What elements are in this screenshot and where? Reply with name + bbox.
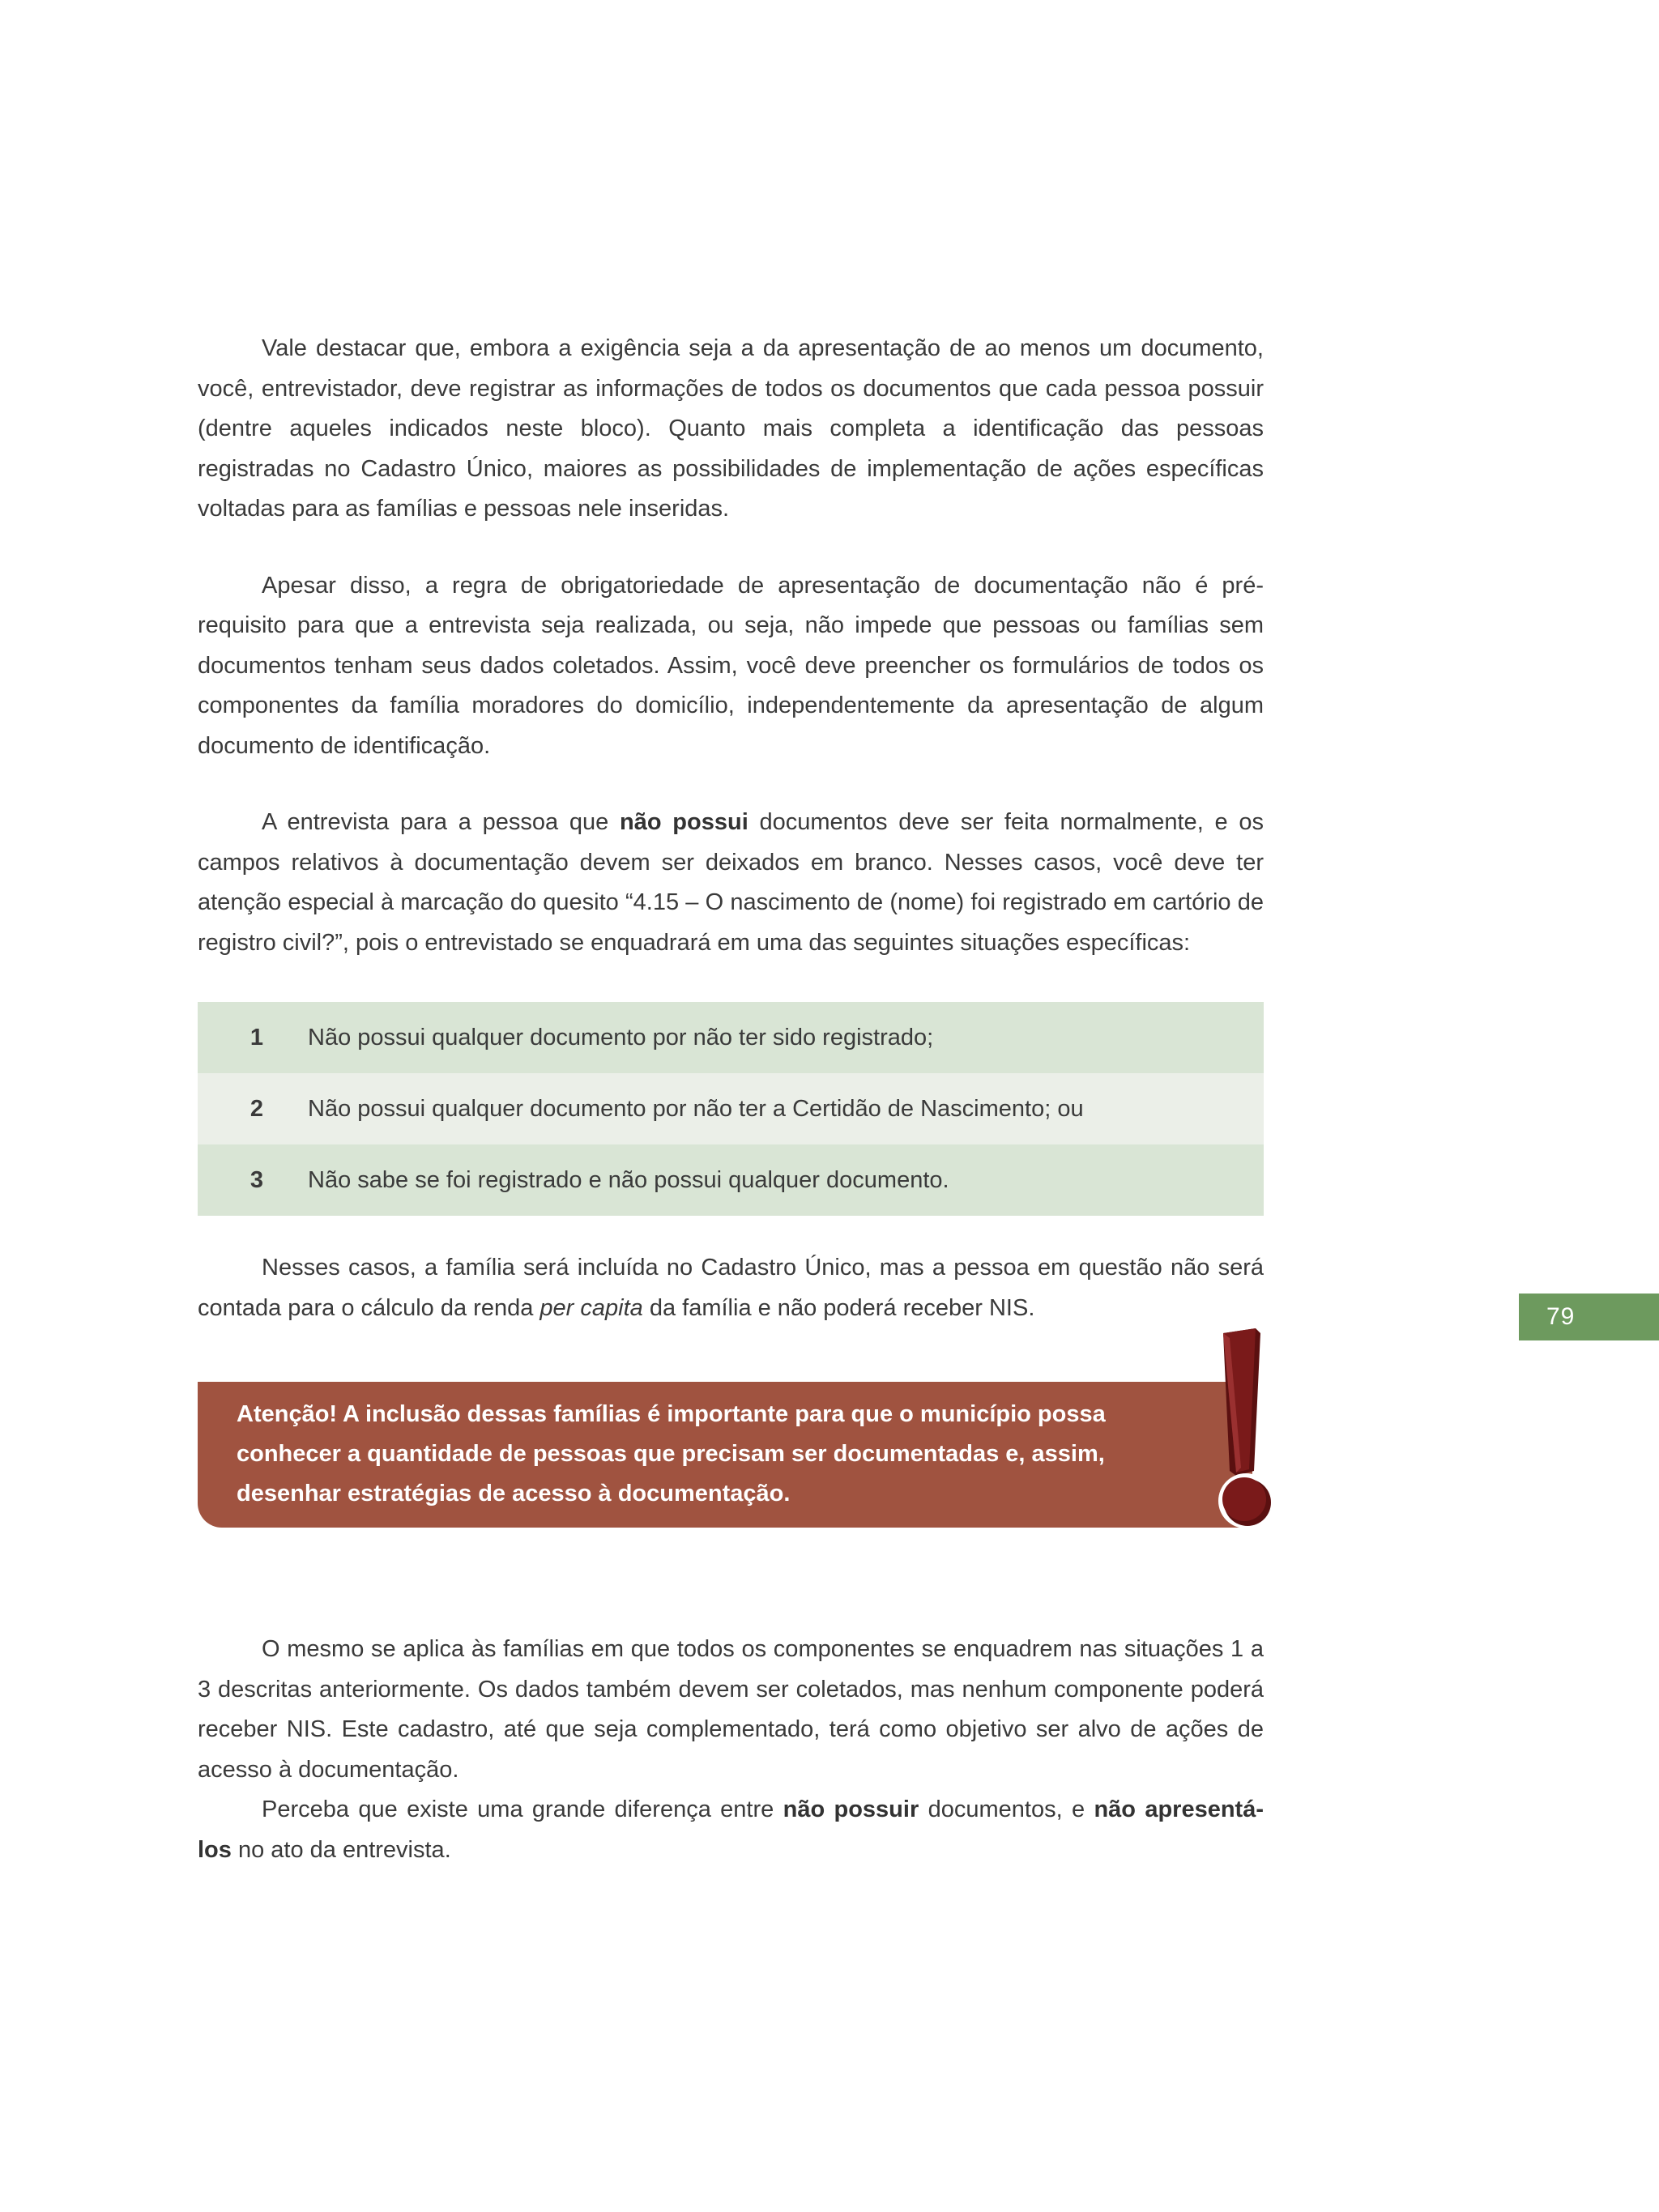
table-row bbox=[198, 1002, 1264, 1073]
page-number: 79 bbox=[1546, 1303, 1576, 1330]
paragraph-6-bold-2: não apresentá-los bbox=[198, 1796, 1264, 1863]
paragraph-6 bbox=[198, 1790, 1264, 1870]
table-row bbox=[198, 1073, 1264, 1144]
main-text-block bbox=[198, 329, 1264, 1328]
paragraph-4 bbox=[198, 1248, 1264, 1328]
page-number-tab bbox=[1519, 1294, 1659, 1340]
paragraph-6-bold-1: não possuir bbox=[783, 1796, 919, 1822]
situation-number: 2 bbox=[249, 1095, 264, 1122]
paragraph-5: O mesmo se aplica às famílias em que todos os componentes se enquadrem nas situações 1 a 3 descritas anteriormente. Os dados também devem ser coletados, mas nenhum componente poderá receber NIS. Este cadastro, até que seja complementado, terá como objetivo ser alvo de ações de acesso à documentação. bbox=[198, 1636, 1264, 1783]
paragraph-6-part-e: no ato da entrevista. bbox=[231, 1836, 451, 1863]
table-row bbox=[198, 1144, 1264, 1216]
paragraph-4-italic: per capita bbox=[539, 1294, 643, 1321]
exclamation-mark-icon bbox=[1205, 1327, 1286, 1537]
paragraph-1: Vale destacar que, embora a exigência seja a da apresentação de ao menos um documento, você, entrevistador, deve registrar as informações de todos os documentos que cada pessoa possuir (dentre aqueles indicados neste bloco). Quanto mais completa a identificação das pessoas registradas no Cadastro Único, maiores as possibilidades de implementação de ações específicas voltadas para as famílias e pessoas nele inseridas. bbox=[198, 335, 1264, 522]
situation-number: 3 bbox=[249, 1166, 264, 1193]
situation-text: Não possui qualquer documento por não ter sido registrado; bbox=[308, 1024, 934, 1051]
secondary-text-block bbox=[198, 1630, 1264, 1870]
paragraph-4-part-c: da família e não poderá receber NIS. bbox=[642, 1294, 1035, 1321]
paragraph-6-part-c: documentos, e bbox=[919, 1796, 1094, 1822]
paragraph-3-part-c: documentos deve ser feita normalmente, e os campos relativos à documentação devem ser deixados em branco. Nesses casos, você deve ter atenção especial à marcação do quesito “4.15 – O nascimento de (nome) foi registrado em cartório de registro civil?”, pois o entrevistado se enquadrará em uma das seguintes situações específicas: bbox=[198, 809, 1264, 956]
paragraph-3-part-a: A entrevista para a pessoa que bbox=[262, 809, 620, 835]
paragraph-4-part-a: Nesses casos, a família será incluída no Cadastro Único, mas a pessoa em questão não será contada para o cálculo da renda bbox=[198, 1255, 1264, 1321]
situations-table bbox=[198, 1002, 1264, 1216]
situation-text: Não sabe se foi registrado e não possui qualquer documento. bbox=[308, 1166, 949, 1193]
paragraph-6-part-a: Perceba que existe uma grande diferença entre bbox=[262, 1796, 783, 1822]
attention-box bbox=[198, 1382, 1252, 1528]
paragraph-3-bold: não possui bbox=[620, 809, 748, 835]
situation-text: Não possui qualquer documento por não ter a Certidão de Nascimento; ou bbox=[308, 1095, 1084, 1122]
attention-text: Atenção! A inclusão dessas famílias é importante para que o município possa conhecer a quantidade de pessoas que precisam ser documentadas e, assim, desenhar estratégias de acesso à documentação. bbox=[237, 1401, 1106, 1507]
situation-number: 1 bbox=[249, 1024, 264, 1051]
paragraph-3 bbox=[198, 803, 1264, 963]
paragraph-2: Apesar disso, a regra de obrigatoriedade de apresentação de documentação não é pré-requisito para que a entrevista seja realizada, ou seja, não impede que pessoas ou famílias sem documentos tenham seus dados coletados. Assim, você deve preencher os formulários de todos os componentes da família moradores do domicílio, independentemente da apresentação de algum documento de identificação. bbox=[198, 572, 1264, 759]
